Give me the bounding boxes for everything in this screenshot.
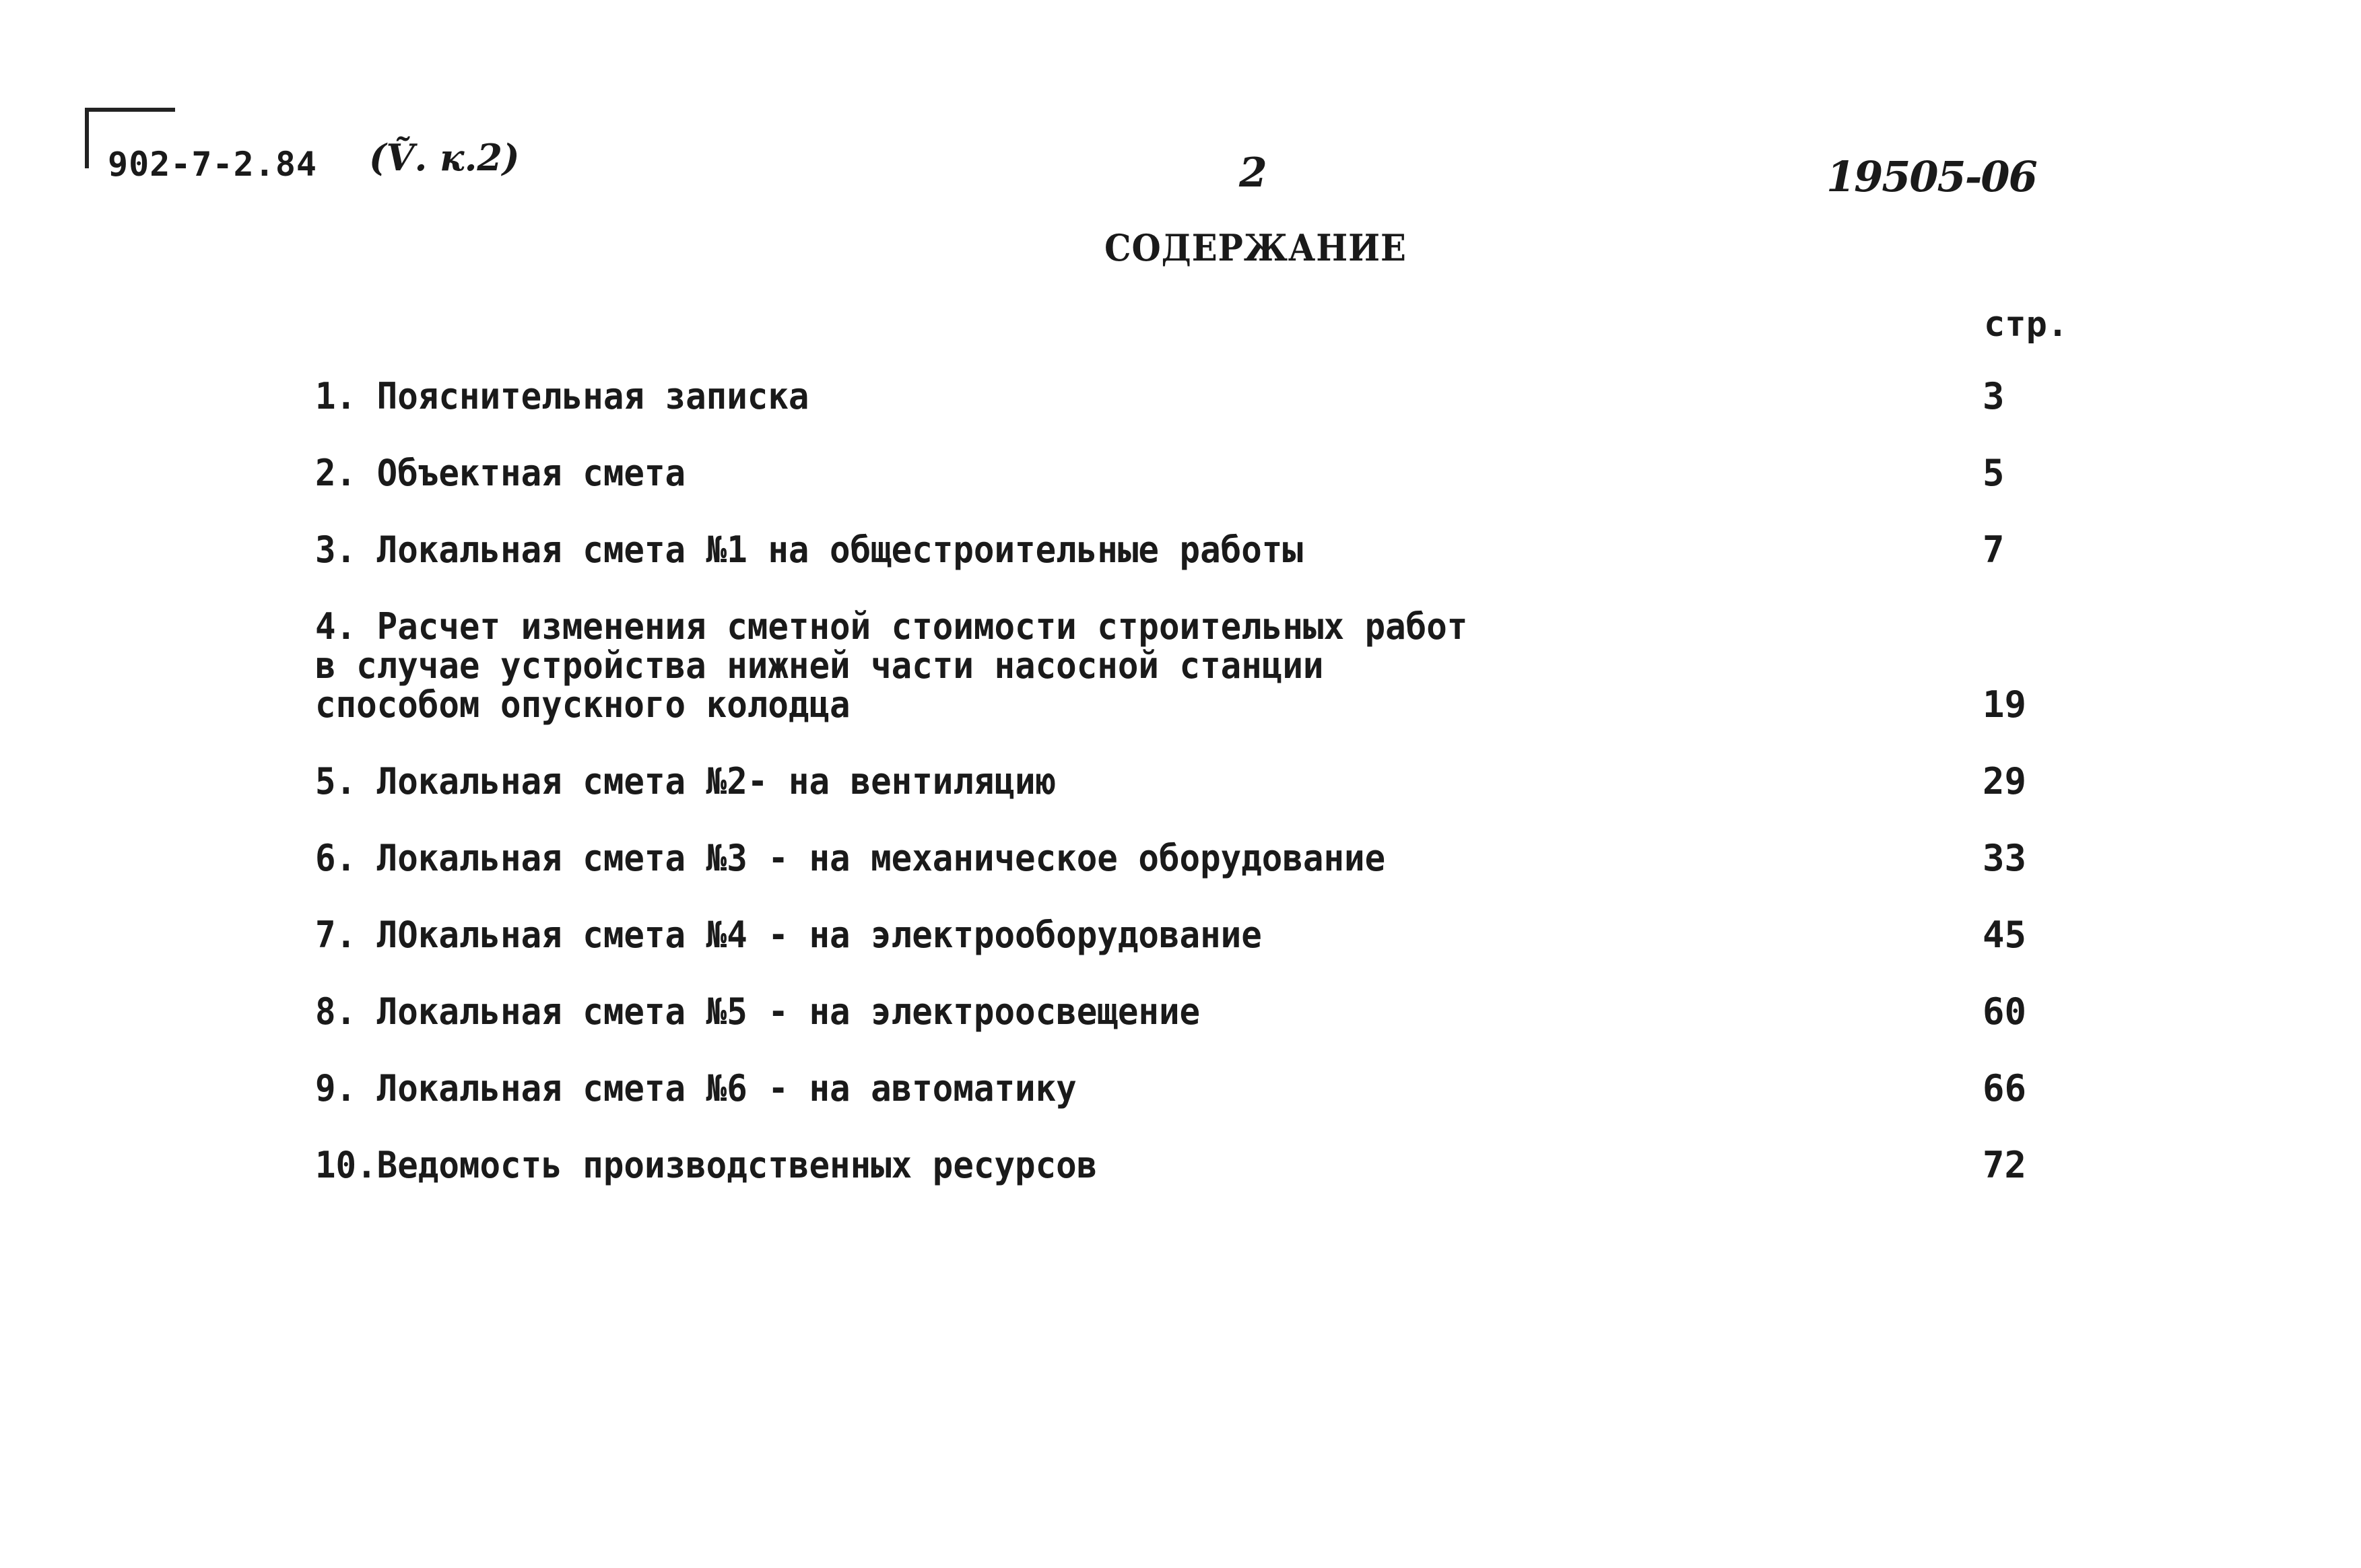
- toc-item-page: 7: [1983, 529, 2005, 571]
- toc-item-page: 5: [1983, 452, 2005, 494]
- toc-item-page: 19: [1983, 683, 2027, 726]
- document-code: 902-7-2.84: [108, 145, 318, 184]
- toc-item-title: 1. Пояснительная записка: [315, 375, 809, 417]
- toc-item-title: 6. Локальная смета №3 - на механическое оборудование: [315, 837, 1386, 879]
- toc-item-title: 2. Объектная смета: [315, 452, 686, 494]
- toc-item: [315, 1146, 2093, 1185]
- toc-item-page: 3: [1983, 375, 2005, 417]
- toc-item-page: 45: [1983, 914, 2027, 956]
- table-of-contents: [315, 377, 2093, 1185]
- toc-item: [315, 916, 2093, 955]
- toc-item-title: 10.Ведомость производственных ресурсов: [315, 1144, 1098, 1186]
- toc-item-title: 4. Расчет изменения сметной стоимости строительных работ в случае устройства нижней части насосной станции способом опускного колодца: [315, 605, 1468, 726]
- toc-item-page: 66: [1983, 1067, 2027, 1110]
- page-number: 2: [1239, 149, 1267, 197]
- toc-item: [315, 1069, 2093, 1108]
- toc-item: [315, 839, 2093, 878]
- toc-item: [315, 607, 2093, 724]
- document-volume: (Ṽ. к.2): [369, 136, 520, 179]
- toc-item-page: 33: [1983, 837, 2027, 879]
- toc-item: [315, 377, 2093, 416]
- toc-item-title: 8. Локальная смета №5 - на электроосвещение: [315, 990, 1201, 1033]
- page-column-header: стр.: [1984, 304, 2069, 345]
- toc-item: [315, 454, 2093, 493]
- toc-item-title: 5. Локальная смета №2- на вентиляцию: [315, 760, 1057, 803]
- toc-item-page: 29: [1983, 760, 2027, 803]
- toc-item-title: 3. Локальная смета №1 на общестроительные работы: [315, 529, 1303, 571]
- page-title: СОДЕРЖАНИЕ: [1104, 226, 1407, 269]
- toc-item: [315, 531, 2093, 570]
- toc-item: [315, 762, 2093, 801]
- stamp-number: 19505-06: [1826, 152, 2036, 201]
- toc-item-page: 60: [1983, 990, 2027, 1033]
- toc-item-title: 9. Локальная смета №6 - на автоматику: [315, 1067, 1077, 1110]
- toc-item-title: 7. ЛОкальная смета №4 - на электрооборудование: [315, 914, 1262, 956]
- toc-item-page: 72: [1983, 1144, 2027, 1186]
- toc-item: [315, 992, 2093, 1031]
